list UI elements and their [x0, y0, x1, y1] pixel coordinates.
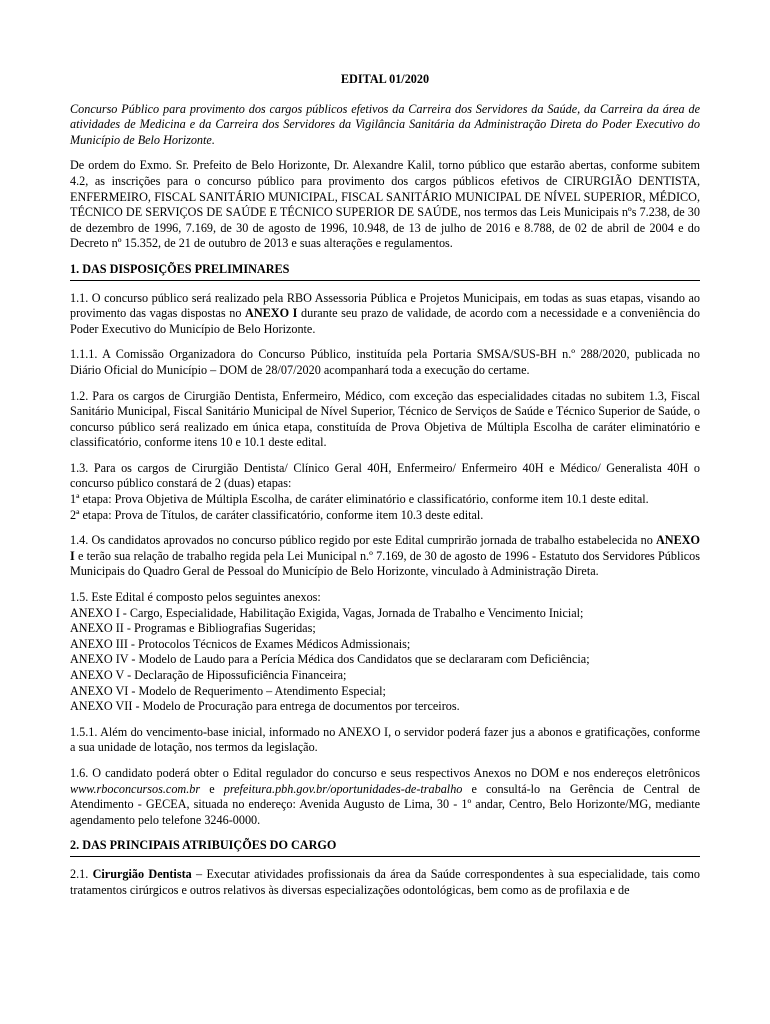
- paragraph-1-5: 1.5. Este Edital é composto pelos seguintes anexos:: [70, 590, 321, 605]
- role-name: Cirurgião Dentista: [92, 866, 192, 881]
- document-page: [70, 72, 700, 908]
- rbo-website-link[interactable]: www.rboconcursos.com.br: [70, 781, 201, 796]
- section-1-heading: 1. DAS DISPOSIÇÕES PRELIMINARES: [70, 262, 700, 281]
- annex-i-reference: ANEXO I: [245, 306, 298, 321]
- paragraph-2-1: 2.1. Cirurgião Dentista – Executar atividades profissionais da área da Saúde correspondentes à sua especialidade, tais como tratamentos cirúrgicos e outros relativos às diversas especializações odontológicas, bem como as de profilaxia e de: [70, 866, 700, 897]
- annex-item: ANEXO IV - Modelo de Laudo para a Perícia Médica dos Candidatos que se declararam com Deficiência;: [70, 652, 590, 667]
- intro-paragraph: Concurso Público para provimento dos cargos públicos efetivos da Carreira dos Servidores da Saúde, da Carreira da área de atividades de Medicina e da Carreira dos Servidores da Vigilância Sanitária da Administração Direta do Poder Executivo do Município de Belo Horizonte.: [70, 101, 700, 147]
- paragraph-1-4: 1.4. Os candidatos aprovados no concurso público regido por este Edital cumprirão jornada de trabalho estabelecida no ANEXO I e terão sua relação de trabalho regida pela Lei Municipal n.º 7.169, de 30 de agosto de 1996 - Estatuto dos Servidores Públicos Municipais do Quadro Geral de Pessoal do Município de Belo Horizonte, vinculado à Administração Direta.: [70, 533, 700, 579]
- pbh-website-link[interactable]: prefeitura.pbh.gov.br/oportunidades-de-trabalho: [223, 781, 463, 796]
- annex-i-reference: ANEXO I: [70, 533, 700, 563]
- annex-item: ANEXO I - Cargo, Especialidade, Habilitação Exigida, Vagas, Jornada de Trabalho e Vencimento Inicial;: [70, 605, 584, 620]
- stage-2-line: 2ª etapa: Prova de Títulos, de caráter classificatório, conforme item 10.3 deste edital.: [70, 507, 484, 522]
- annex-item: ANEXO VI - Modelo de Requerimento – Atendimento Especial;: [70, 683, 386, 698]
- annex-list: [70, 590, 700, 715]
- paragraph-1-2: 1.2. Para os cargos de Cirurgião Dentista, Enfermeiro, Médico, com exceção das especialidades citadas no subitem 1.3, Fiscal Sanitário Municipal, Fiscal Sanitário Municipal de Nível Superior, Técnico de Serviços de Saúde e Técnico Superior de Saúde, o concurso público será realizado em única etapa, constituída de Prova Objetiva de Múltipla Escolha de caráter eliminatório e classificatório, conforme itens 10 e 10.1 deste edital.: [70, 388, 700, 450]
- document-title: EDITAL 01/2020: [340, 72, 430, 86]
- paragraph-1-5-1: 1.5.1. Além do vencimento-base inicial, informado no ANEXO I, o servidor poderá fazer jus a abonos e gratificações, conforme a sua unidade de lotação, nos termos da legislação.: [70, 724, 700, 755]
- opening-paragraph: De ordem do Exmo. Sr. Prefeito de Belo Horizonte, Dr. Alexandre Kalil, torno público que estarão abertas, conforme subitem 4.2, as inscrições para o concurso público para provimento dos cargos públicos efetivos de CIRURGIÃO DENTISTA, ENFERMEIRO, FISCAL SANITÁRIO MUNICIPAL, FISCAL SANITÁRIO MUNICIPAL DE NÍVEL SUPERIOR, MÉDICO, TÉCNICO DE SERVIÇOS DE SAÚDE E TÉCNICO SUPERIOR DE SAÚDE, nos termos das Leis Municipais nºs 7.238, de 30 de dezembro de 1996, 7.169, de 30 de agosto de 1996, 10.948, de 13 de julho de 2016 e 8.788, de 02 de abril de 2004 e do Decreto nº 15.352, de 21 de outubro de 2013 e suas alterações e regulamentos.: [70, 158, 700, 251]
- paragraph-1-1: 1.1. O concurso público será realizado pela RBO Assessoria Pública e Projetos Municipais, em todas as suas etapas, visando ao provimento das vagas dispostas no ANEXO I durante seu prazo de validade, de acordo com a necessidade e a conveniência do Poder Executivo do Município de Belo Horizonte.: [70, 290, 700, 336]
- annex-item: ANEXO II - Programas e Bibliografias Sugeridas;: [70, 621, 316, 636]
- annex-item: ANEXO VII - Modelo de Procuração para entrega de documentos por terceiros.: [70, 699, 460, 714]
- paragraph-1-1-1: 1.1.1. A Comissão Organizadora do Concurso Público, instituída pela Portaria SMSA/SUS-BH n.º 288/2020, publicada no Diário Oficial do Município – DOM de 28/07/2020 acompanhará toda a execução do certame.: [70, 347, 700, 377]
- section-2-heading: 2. DAS PRINCIPAIS ATRIBUIÇÕES DO CARGO: [70, 838, 700, 857]
- annex-item: ANEXO V - Declaração de Hipossuficiência Financeira;: [70, 668, 347, 682]
- annex-item: ANEXO III - Protocolos Técnicos de Exames Médicos Admissionais;: [70, 636, 411, 651]
- paragraph-1-6: 1.6. O candidato poderá obter o Edital regulador do concurso e seus respectivos Anexos no DOM e nos endereços eletrônicos www.rboconcursos.com.br e prefeitura.pbh.gov.br/oportunidades-de-trabalho e consultá-lo na Gerência de Central de Atendimento - GECEA, situada no endereço: Avenida Augusto de Lima, 30 - 1º andar, Centro, Belo Horizonte/MG, mediante agendamento pelo telefone 3246-0000.: [70, 765, 700, 827]
- paragraph-1-3: 1.3. Para os cargos de Cirurgião Dentista/ Clínico Geral 40H, Enfermeiro/ Enfermeiro 40H e Médico/ Generalista 40H o concurso público constará de 2 (duas) etapas: 1ª etapa: Prova Objetiva de Múltipla Escolha, de caráter eliminatório e classificatório, conforme item 10.1 deste edital. 2ª etapa: Prova de Títulos, de caráter classificatório, conforme item 10.3 deste edital.: [70, 460, 700, 522]
- stage-1-line: 1ª etapa: Prova Objetiva de Múltipla Escolha, de caráter eliminatório e classificatório, conforme item 10.1 deste edital.: [70, 492, 649, 507]
